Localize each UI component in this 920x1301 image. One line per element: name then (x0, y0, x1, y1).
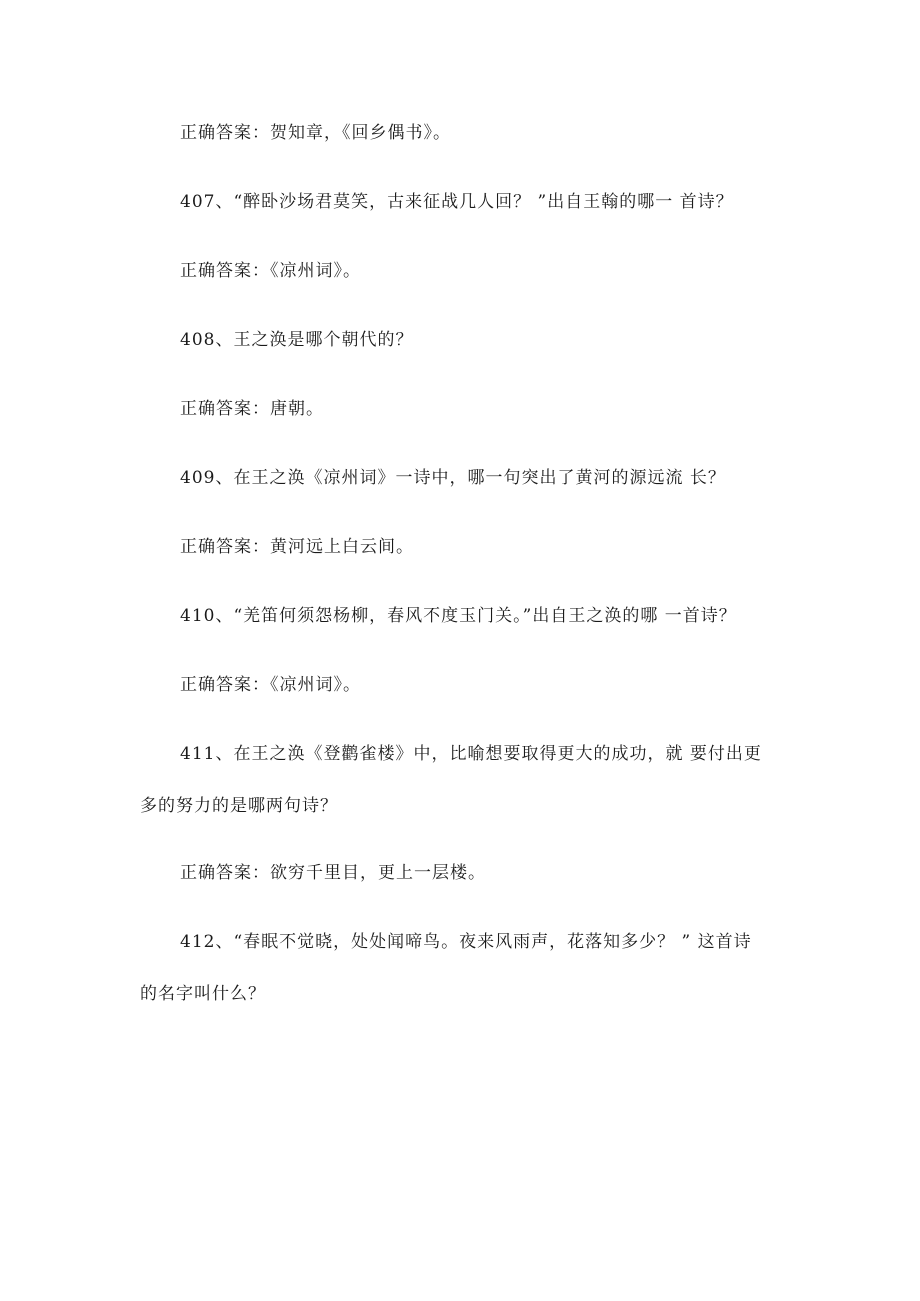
question-408: 408、王之涣是哪个朝代的？ (180, 330, 414, 350)
question-411-line2: 多的努力的是哪两句诗？ (140, 796, 338, 816)
answer-410: 正确答案：《凉州词》。 (180, 675, 361, 695)
question-409: 409、在王之涣《凉州词》一诗中，哪一句突出了黄河的源远流 长？ (180, 468, 726, 488)
answer-411: 正确答案：欲穷千里目，更上一层楼。 (180, 863, 486, 883)
question-407: 407、“醉卧沙场君莫笑，古来征战几人回？ ”出自王翰的哪一 首诗？ (180, 192, 734, 212)
question-411-line1: 411、在王之涣《登鹳雀楼》中，比喻想要取得更大的成功，就 要付出更 (180, 744, 762, 764)
answer-406: 正确答案：贺知章，《回乡偶书》。 (180, 123, 451, 143)
question-410: 410、“羌笛何须怨杨柳，春风不度玉门关。”出自王之涣的哪 一首诗？ (180, 606, 737, 626)
answer-407: 正确答案：《凉州词》。 (180, 261, 361, 281)
answer-409: 正确答案：黄河远上白云间。 (180, 537, 414, 557)
answer-408: 正确答案：唐朝。 (180, 399, 324, 419)
question-412-line2: 的名字叫什么？ (140, 984, 266, 1004)
question-412-line1: 412、“春眠不觉晓，处处闻啼鸟。夜来风雨声，花落知多少？ ” 这首诗 (180, 932, 752, 952)
